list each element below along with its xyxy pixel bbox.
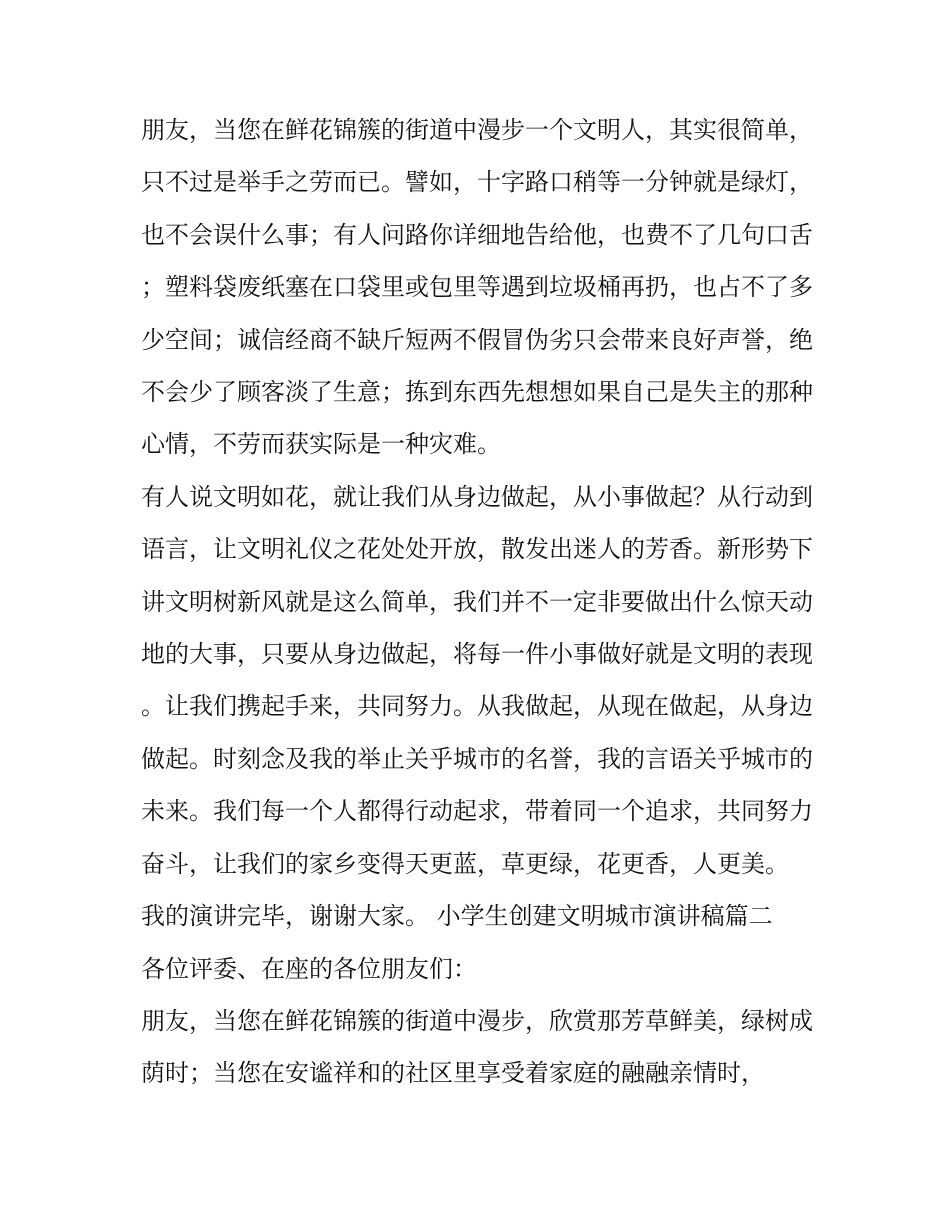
paragraph-5: 朋友，当您在鲜花锦簇的街道中漫步，欣赏那芳草鲜美，绿树成荫时；当您在安谧祥和的社区里享受着家庭的融融亲情时， <box>141 1006 813 1088</box>
paragraph-2: 有人说文明如花，就让我们从身边做起，从小事做起？从行动到语言，让文明礼仪之花处处开放，散发出迷人的芳香。新形势下讲文明树新风就是这么简单，我们并不一定非要做出什么惊天动地的大事，只要从身边做起，将每一件小事做好就是文明的表现。让我们携起手来，共同努力。从我做起，从现在做起，从身边做起。时刻念及我的举止关乎城市的名誉，我的言语关乎城市的未来。我们每一个人都得行动起求，带着同一个追求，共同努力奋斗，让我们的家乡变得天更蓝，草更绿，花更香，人更美。 <box>141 482 813 878</box>
paragraph-3: 我的演讲完毕，谢谢大家。 小学生创建文明城市演讲稿篇二 <box>141 902 773 931</box>
document-body <box>141 104 813 1100</box>
paragraph-4: 各位评委、在座的各位朋友们： <box>141 954 477 983</box>
paragraph-1: 朋友，当您在鲜花锦簇的街道中漫步一个文明人，其实很简单，只不过是举手之劳而已。譬如，十字路口稍等一分钟就是绿灯，也不会误什么事；有人问路你详细地告给他，也费不了几句口舌；塑料袋废纸塞在口袋里或包里等遇到垃圾桶再扔，也占不了多少空间；诚信经商不缺斤短两不假冒伪劣只会带来良好声誉，绝不会少了顾客淡了生意；拣到东西先想想如果自己是失主的那种心情，不劳而获实际是一种灾难。 <box>141 116 813 459</box>
